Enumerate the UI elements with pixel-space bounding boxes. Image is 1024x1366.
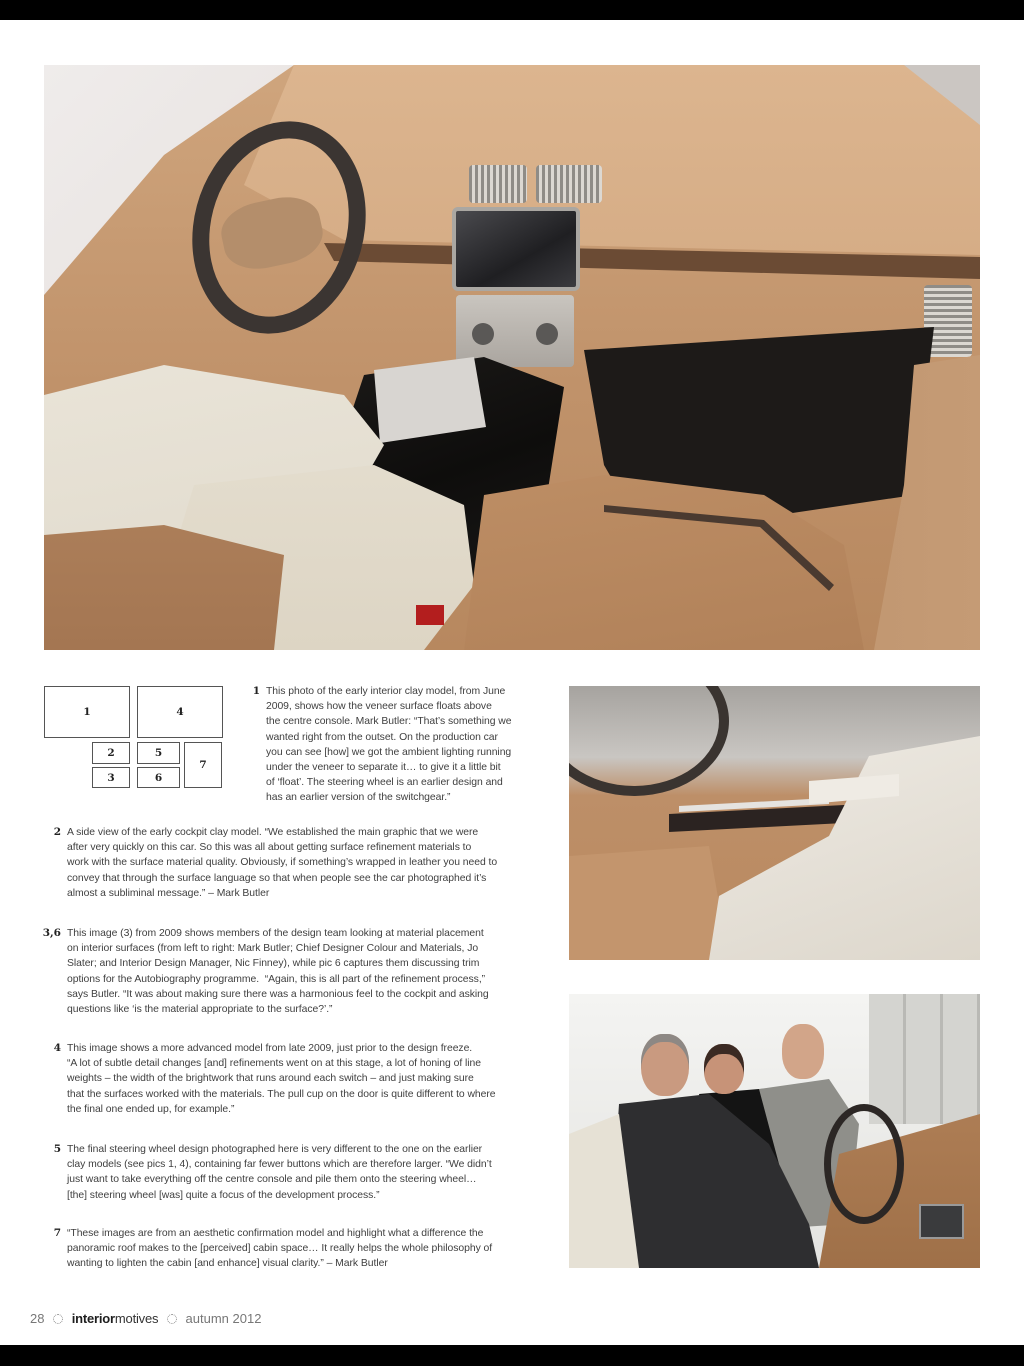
- caption-line: the centre console. Mark Butler: “That’s something we: [266, 716, 512, 728]
- caption-line: A side view of the early cockpit clay model. “We established the main graphic that we were: [67, 827, 479, 838]
- caption-line: “A lot of subtle detail changes [and] refinements went on at this stage, a lot of honing of line: [67, 1058, 481, 1070]
- caption-line: This image shows a more advanced model from late 2009, just prior to the design freeze.: [67, 1043, 473, 1054]
- caption-text: [67, 926, 489, 1017]
- bottom-frame-bar: [0, 1345, 1024, 1366]
- dotted-circle-icon: [53, 1314, 63, 1324]
- caption-line: convey that through the surface language so that when people see the car photographed it’s: [67, 872, 487, 884]
- photo-seated-woman-head: [704, 1044, 744, 1094]
- photo-red-light: [416, 605, 444, 625]
- page-footer: [30, 1310, 261, 1328]
- caption-text: [67, 1041, 496, 1117]
- top-frame-bar: [0, 0, 1024, 20]
- photo-wall-panels: [869, 994, 980, 1124]
- caption-number: 3,6: [42, 927, 61, 939]
- brand-interior: interior: [71, 1311, 115, 1326]
- caption-text: [67, 1142, 492, 1203]
- caption-line: panoramic roof makes to the [perceived] cabin space… It really helps the whole philosophy of: [67, 1243, 493, 1255]
- caption-line: of ‘float’. The steering wheel is an earlier design and: [266, 777, 503, 789]
- caption-text: [266, 684, 512, 806]
- caption-line: that the surfaces worked with the materials. The pull cup on the door is quite different to where: [67, 1088, 496, 1100]
- caption-line: [the] steering wheel [was] quite a focus of the development process.”: [67, 1189, 380, 1201]
- caption-line: has an earlier version of the switchgear.”: [266, 792, 451, 804]
- caption-number: 4: [53, 1042, 61, 1054]
- photo-steering-wheel: [569, 686, 729, 796]
- photo-steering-wheel: [824, 1104, 904, 1224]
- caption-line: you can see [how] we got the ambient lighting running: [266, 746, 512, 758]
- caption-4: [53, 1041, 496, 1117]
- caption-line: under the veneer to separate it… to give it a little bit: [266, 762, 501, 774]
- caption-line: weights – the width of the brightwork that runs around each switch – and just making sure: [67, 1073, 474, 1085]
- photo-standing-person-head: [782, 1024, 824, 1079]
- main-interior-clay-model-photo: [44, 65, 980, 650]
- magazine-brand: [72, 1311, 159, 1326]
- photo-climate-knob-right: [536, 323, 558, 345]
- layout-key-box-4: 4: [137, 686, 223, 738]
- layout-key-box-5: 5: [137, 742, 180, 764]
- photo-vent-right: [536, 165, 602, 203]
- photo-touchscreen: [452, 207, 580, 291]
- caption-number: 7: [53, 1227, 61, 1239]
- caption-line: clay models (see pics 1, 4), containing far fewer buttons which are therefore larger. “We didn’t: [67, 1159, 492, 1171]
- caption-line: options for the Autobiography programme. “Again, this is all part of the refinement process,”: [67, 973, 486, 985]
- magazine-page: [0, 20, 1024, 1345]
- caption-text: [67, 825, 497, 901]
- layout-key-box-3: 3: [92, 767, 130, 788]
- caption-line: 2009, shows how the veneer surface floats above: [266, 701, 492, 713]
- caption-number: 5: [53, 1143, 61, 1155]
- caption-line: wanting to lighten the cabin [and enhance] visual clarity.” – Mark Butler: [67, 1258, 388, 1270]
- caption-line: Slater; and Interior Design Manager, Nic Finney), while pic 6 captures them discussing trim: [67, 958, 480, 970]
- caption-line: almost a subliminal message.” – Mark Butler: [67, 887, 270, 899]
- caption-7: [53, 1226, 493, 1272]
- caption-number: 2: [53, 826, 61, 838]
- layout-key-box-7: 7: [184, 742, 222, 788]
- caption-line: says Butler. “It was about making sure there was a harmonious feel to the cockpit and asking: [67, 988, 489, 1000]
- caption-line: “These images are from an aesthetic confirmation model and highlight what a difference the: [67, 1228, 484, 1239]
- design-team-photo: [569, 994, 980, 1268]
- photo-screen: [919, 1204, 964, 1239]
- caption-3-6: [42, 926, 489, 1017]
- photo-vent-left: [469, 165, 527, 203]
- issue-label: autumn 2012: [185, 1311, 262, 1326]
- caption-line: the final one ended up, for example.”: [67, 1103, 235, 1115]
- caption-line: The final steering wheel design photographed here is very different to the one on the earlier: [67, 1144, 483, 1155]
- caption-5: [53, 1142, 492, 1203]
- page-number: 28: [30, 1311, 45, 1326]
- caption-number: 1: [252, 685, 260, 697]
- photo-climate-knob-left: [472, 323, 494, 345]
- dotted-circle-icon: [167, 1314, 177, 1324]
- caption-line: questions like ‘is the material appropriate to the surface?’.”: [67, 1004, 333, 1016]
- caption-line: after very quickly on this car. So this was all about getting surface refinement materials to: [67, 842, 472, 854]
- caption-line: This photo of the early interior clay model, from June: [266, 686, 506, 697]
- caption-1: [252, 684, 512, 806]
- caption-2: [53, 825, 498, 901]
- caption-line: This image (3) from 2009 shows members of the design team looking at material placement: [67, 928, 484, 939]
- photo-seated-man-head: [641, 1034, 689, 1096]
- caption-line: on interior surfaces (from left to right: Mark Butler; Chief Designer Colour and Materials, Jo: [67, 943, 479, 955]
- layout-key-box-2: 2: [92, 742, 130, 764]
- brand-motives: motives: [114, 1311, 159, 1326]
- caption-line: work with the surface material quality. Obviously, if something’s wrapped in leather you need to: [67, 857, 498, 869]
- layout-key-box-1: 1: [44, 686, 130, 738]
- caption-line: wanted right from the outset. On the production car: [266, 731, 498, 743]
- side-cockpit-clay-model-photo: [569, 686, 980, 960]
- caption-text: [67, 1226, 492, 1272]
- layout-key-box-6: 6: [137, 767, 180, 788]
- caption-line: just want to take everything off the centre console and pile them onto the steering wheel…: [67, 1174, 477, 1186]
